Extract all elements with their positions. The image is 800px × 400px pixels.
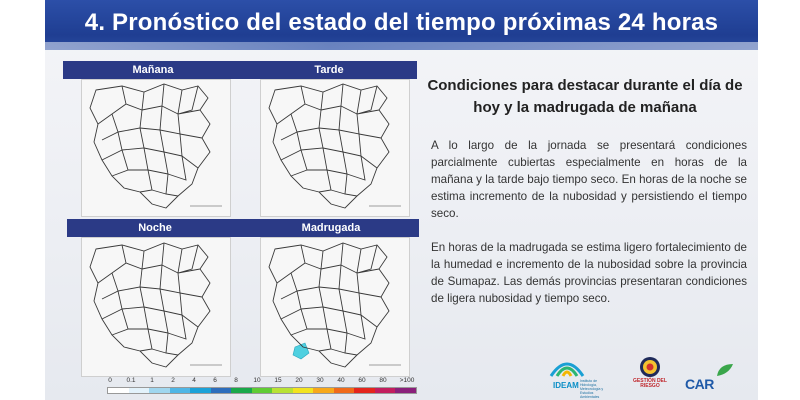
conditions-paragraph-1: A lo largo de la jornada se presentará condiciones parcialmente cubiertas especialmente en horas de la mañana y la tarde bajo tiempo seco. En horas de la noche se estima incremento de la nubosidad y persistiendo el tiempo seco.: [431, 139, 747, 220]
forecast-slide: [45, 0, 758, 400]
legend-tick: >100: [399, 377, 415, 384]
legend-swatch-4: [190, 388, 211, 393]
conditions-paragraph-2: En horas de la madrugada se estima ligero fortalecimiento de la humedad e incremento de la nubosidad sobre la provincia de Sumapaz. Las demás provincias presentaran condiciones de ligera nubosidad y tiempo seco.: [431, 241, 747, 305]
legend-swatch-8: [272, 388, 293, 393]
legend-swatch-3: [170, 388, 191, 393]
car-logo: [685, 362, 741, 394]
legend-tick: 4: [192, 377, 196, 384]
map-madrugada-svg: [261, 238, 409, 376]
legend-swatch-12: [354, 388, 375, 393]
header-wave: [45, 42, 758, 50]
map-noche: [81, 237, 231, 377]
legend-tick: 0: [108, 377, 112, 384]
precip-legend-ticks: [107, 377, 417, 386]
conditions-title: Condiciones para destacar durante el día de hoy y la madrugada de mañana: [427, 77, 743, 116]
ideam-emblem-icon: [547, 354, 587, 380]
panel-header-manana: Mañana: [63, 61, 243, 79]
legend-tick: 2: [171, 377, 175, 384]
legend-tick: 20: [295, 377, 303, 384]
car-wordmark: CAR: [685, 376, 714, 392]
ideam-logo: [535, 354, 615, 399]
legend-swatch-6: [231, 388, 252, 393]
car-leaf-icon: [715, 362, 735, 378]
legend-tick: 8: [234, 377, 238, 384]
legend-tick: 30: [316, 377, 324, 384]
map-tarde-svg: [261, 80, 409, 216]
legend-tick: 6: [213, 377, 217, 384]
gestion-riesgo-wordmark: GESTIÓN DEL RIESGO: [633, 378, 667, 389]
legend-tick: 10: [253, 377, 261, 384]
legend-swatch-13: [375, 388, 396, 393]
legend-swatch-0: [108, 388, 129, 393]
legend-tick: 1: [150, 377, 154, 384]
legend-swatch-7: [252, 388, 273, 393]
panel-header-noche: Noche: [67, 219, 243, 237]
footer-logos: [535, 352, 750, 400]
map-noche-svg: [82, 238, 230, 376]
ideam-wordmark: IDEAM: [553, 381, 579, 390]
legend-swatch-5: [211, 388, 232, 393]
gestion-riesgo-emblem-icon: [639, 356, 661, 378]
map-tarde: [260, 79, 410, 217]
map-manana: [81, 79, 231, 217]
legend-swatch-10: [313, 388, 334, 393]
map-manana-svg: [82, 80, 230, 216]
map-madrugada: [260, 237, 410, 377]
slide-header: [45, 0, 758, 50]
legend-tick: 60: [358, 377, 366, 384]
slide-title: 4. Pronóstico del estado del tiempo próximas 24 horas: [84, 9, 719, 36]
legend-swatch-9: [293, 388, 314, 393]
precip-legend: [107, 377, 417, 400]
legend-swatch-1: [129, 388, 150, 393]
legend-tick: 15: [274, 377, 282, 384]
panel-header-tarde: Tarde: [241, 61, 417, 79]
legend-tick: 40: [337, 377, 345, 384]
legend-swatch-2: [149, 388, 170, 393]
legend-tick: 0.1: [126, 377, 136, 384]
legend-tick: 80: [379, 377, 387, 384]
precip-legend-colorbar: [107, 387, 417, 394]
panel-header-madrugada: Madrugada: [243, 219, 419, 237]
gestion-riesgo-logo: [633, 356, 667, 398]
legend-swatch-11: [334, 388, 355, 393]
legend-swatch-14: [395, 388, 416, 393]
ideam-subtitle: Instituto de Hidrología, Meteorología y Estudios Ambientales: [580, 379, 604, 399]
